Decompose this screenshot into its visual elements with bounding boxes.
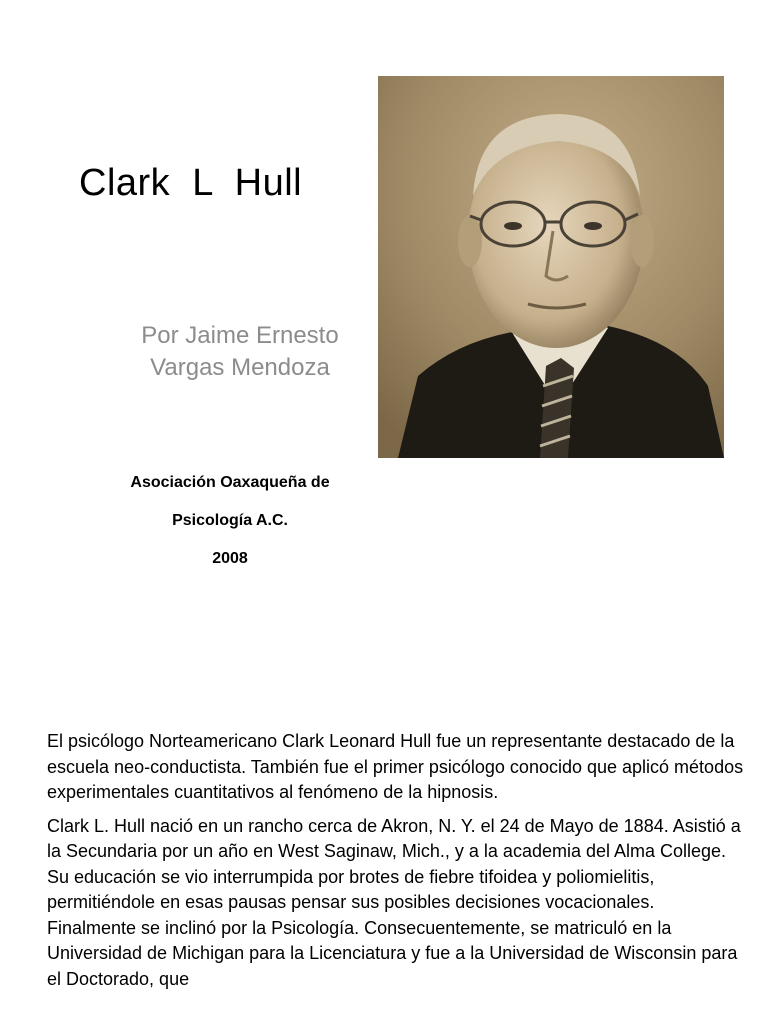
slide-subtitle: Por Jaime Ernesto Vargas Mendoza	[141, 322, 339, 381]
organization-name-line2: Psicología A.C.	[172, 512, 288, 529]
paragraph-1: El psicólogo Norteamericano Clark Leonard Hull fue un representante destacado de la escuela neo-conductista. También fue el primer psicólogo conocido que aplicó métodos experimentales cuantitativos al fenómeno de la hipnosis.	[47, 731, 744, 802]
portrait-photo-icon	[378, 76, 724, 458]
year-label: 2008	[212, 550, 248, 567]
text-slide	[47, 729, 747, 1000]
paragraph-2: Clark L. Hull nació en un rancho cerca de Akron, N. Y. el 24 de Mayo de 1884. Asistió a la Secundaria por un año en West Saginaw, Mich., y a la academia del Alma College. Su educación se vio interrumpida por brotes de fiebre tifoidea y poliomielitis, permitiéndole en esas pausas pensar sus posibles decisiones vocacionales. Finalmente se inclinó por la Psicología. Consecuentemente, se matriculó en la Universidad de Michigan para la Licenciatura y fue a la Universidad de Wisconsin para el Doctorado, que	[47, 815, 741, 989]
slide-title: Clark L Hull	[79, 162, 303, 204]
organization-name-line1: Asociación Oaxaqueña de	[130, 474, 330, 491]
